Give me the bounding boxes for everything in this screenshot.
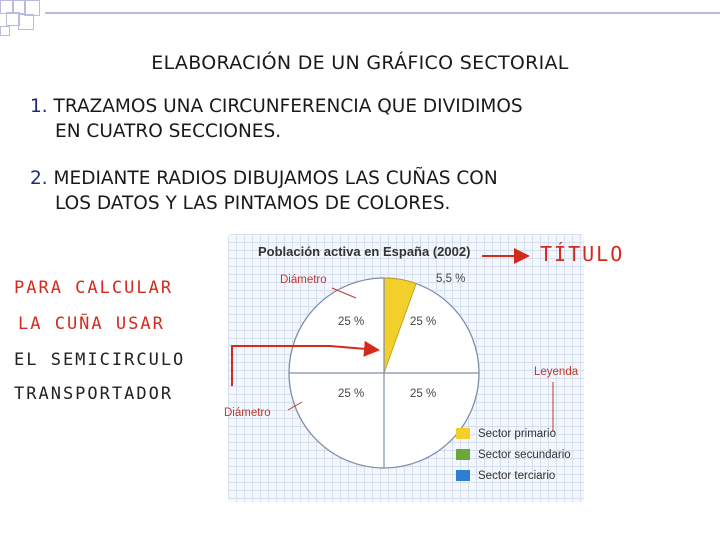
wedge-value-label: 5,5 %: [436, 273, 466, 285]
legend-item: [456, 449, 576, 467]
annotation-line-1: PARA CALCULAR: [14, 278, 174, 298]
legend-swatch-blue: [456, 470, 470, 481]
quadrant-label-bottom-right: 25 %: [410, 388, 437, 400]
step-text: MEDIANTE RADIOS DIBUJAMOS LAS CUÑAS CON: [53, 168, 498, 189]
quadrant-label-top-left: 25 %: [338, 316, 365, 328]
legend-label: Sector primario: [478, 428, 556, 440]
annotation-line-4: TRANSPORTADOR: [14, 384, 174, 404]
top-rule: [45, 12, 720, 14]
legend-label: Sector terciario: [478, 470, 556, 482]
step-text: TRAZAMOS UNA CIRCUNFERENCIA QUE DIVIDIMOS: [53, 96, 523, 117]
step-1: [30, 94, 710, 144]
diameter-label-bottom: Diámetro: [224, 407, 271, 419]
step-number: 1.: [30, 96, 48, 117]
diameter-label-top: Diámetro: [280, 274, 327, 286]
pie-chart-figure: [224, 234, 584, 502]
legend-item: [456, 428, 576, 446]
step-number: 2.: [30, 168, 48, 189]
legend-label: Sector secundario: [478, 449, 571, 461]
figure-title: Población activa en España (2002): [258, 244, 471, 259]
step-2: [30, 166, 710, 216]
legend-item: [456, 470, 576, 488]
quadrant-label-bottom-left: 25 %: [338, 388, 365, 400]
legend-swatch-green: [456, 449, 470, 460]
annotation-titulo: TÍTULO: [540, 242, 625, 266]
corner-decoration: [0, 0, 140, 60]
legend-heading: Leyenda: [534, 366, 579, 378]
page-title: ELABORACIÓN DE UN GRÁFICO SECTORIAL: [151, 52, 569, 74]
legend-swatch-yellow: [456, 428, 470, 439]
step-text-continued: EN CUATRO SECCIONES.: [55, 121, 282, 142]
annotation-line-2: LA CUÑA USAR: [18, 314, 165, 334]
step-text-continued: LOS DATOS Y LAS PINTAMOS DE COLORES.: [55, 193, 451, 214]
annotation-line-3: EL SEMICIRCULO: [14, 350, 186, 370]
quadrant-label-top-right: 25 %: [410, 316, 437, 328]
